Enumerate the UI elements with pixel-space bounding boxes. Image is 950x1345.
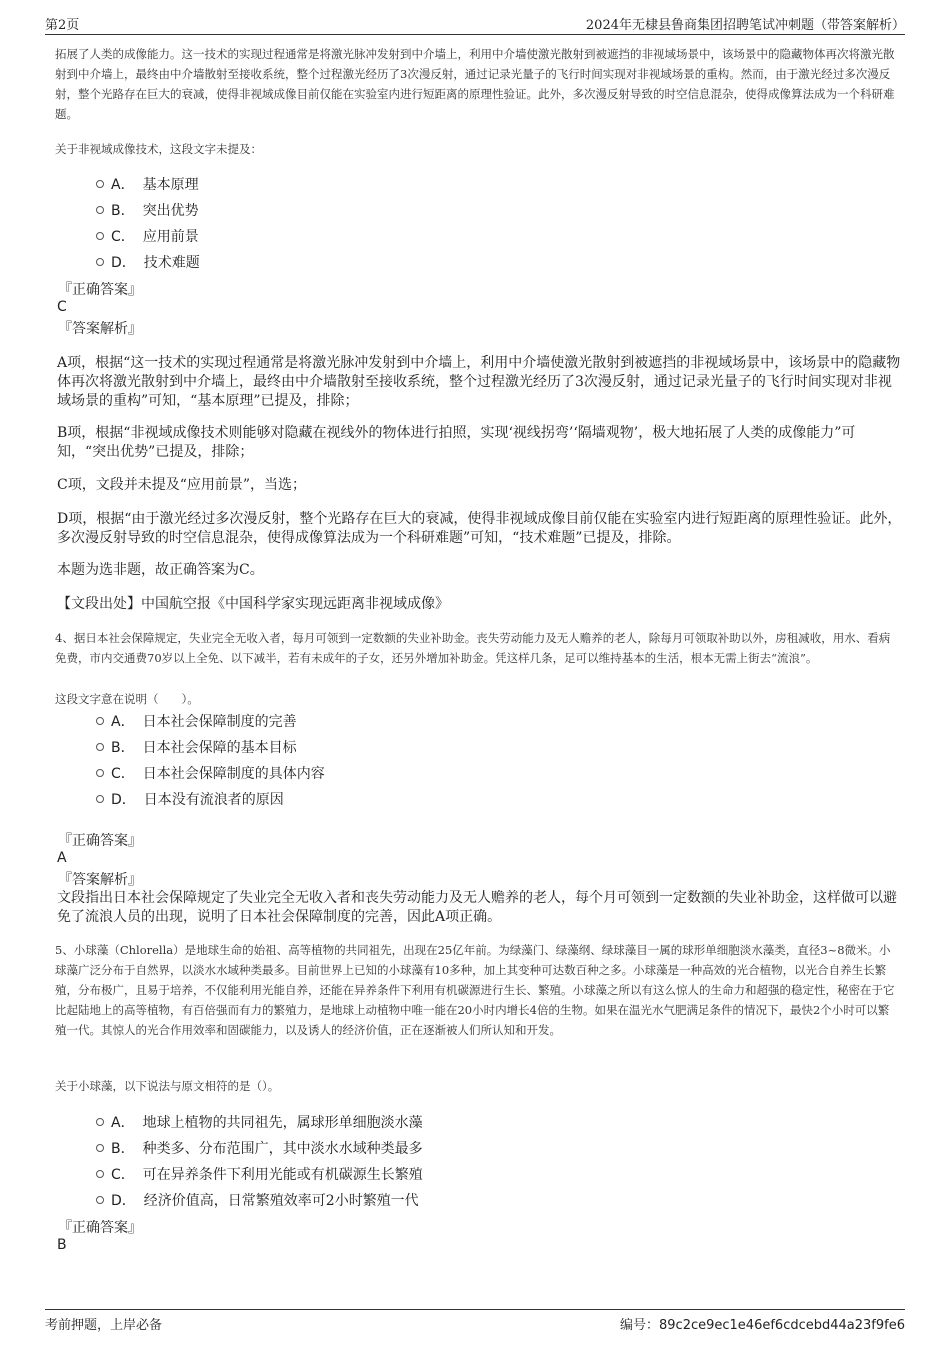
footer-code-value: 89c2ce9ec1e46ef6cdcebd44a23f9fe6 <box>659 1318 905 1333</box>
document-title: 2024年无棣县鲁商集团招聘笔试冲刺题（带答案解析） <box>585 18 905 33</box>
footer-code-label: 编号： <box>620 1318 660 1333</box>
radio-icon[interactable] <box>96 1118 104 1126</box>
radio-icon[interactable] <box>96 1196 104 1204</box>
radio-icon[interactable] <box>96 743 104 751</box>
radio-icon[interactable] <box>96 180 104 188</box>
q3-analysis-b: B项，根据“非视域成像技术则能够对隐藏在视线外的物体进行拍照，实现‘视线拐弯’‘隔墙观物’，极大地拓展了人类的成像能力”可知，“突出优势”已提及，排除； <box>57 425 856 460</box>
q3-option-c[interactable]: C． 应用前景 <box>96 225 199 247</box>
radio-icon[interactable] <box>96 232 104 240</box>
q3-question: 关于非视域成像技术，这段文字未提及： <box>55 142 262 156</box>
q5-option-c[interactable]: C． 可在异养条件下利用光能或有机碳源生长繁殖 <box>96 1163 423 1185</box>
q4-question: 这段文字意在说明（ ）。 <box>55 692 199 706</box>
q5-passage: 5、小球藻（Chlorella）是地球生命的始祖、高等植物的共同祖先，出现在25亿年前。为绿藻门、绿藻纲、绿球藻目一属的球形单细胞淡水藻类，直径3~8微米。小球藻广泛分布于自然界，以淡水水域种类最多。目前世界上已知的小球藻有10多种，加上其变种可达数百种之多。小球藻是一种高效的光合植物，以光合自养生长繁殖，分布极广，且易于培养，不仅能利用光能自养，还能在异养条件下利用有机碳源进行生长、繁殖。小球藻之所以有这么惊人的生命力和超强的稳定性，秘密在于它比起陆地上的高等植物，有百倍强而有力的繁殖力，是地球上动植物中唯一能在20小时内增长4倍的生物。如果在温光水气肥满足条件的情况下，最快2个小时可以繁殖一代。其惊人的光合作用效率和固碳能力，以及诱人的经济价值，正在逐渐被人们所认知和开发。 <box>55 943 895 1037</box>
q4-option-a[interactable]: A． 日本社会保障制度的完善 <box>96 710 297 732</box>
q4-analysis-label: 『答案解析』 <box>58 872 142 888</box>
q4-answer-label: 『正确答案』 <box>58 833 142 849</box>
radio-icon[interactable] <box>96 206 104 214</box>
radio-icon[interactable] <box>96 1144 104 1152</box>
q5-option-a[interactable]: A． 地球上植物的共同祖先，属球形单细胞淡水藻 <box>96 1111 423 1133</box>
q5-answer-label: 『正确答案』 <box>58 1220 142 1236</box>
footer-divider <box>45 1309 905 1310</box>
q4-option-c[interactable]: C． 日本社会保障制度的具体内容 <box>96 762 325 784</box>
header-divider <box>45 34 905 35</box>
q3-source: 【文段出处】中国航空报《中国科学家实现远距离非视域成像》 <box>57 596 449 612</box>
q3-analysis-c: C项，文段并未提及“应用前景”，当选； <box>57 477 307 493</box>
radio-icon[interactable] <box>96 769 104 777</box>
q5-option-d[interactable]: D． 经济价值高，日常繁殖效率可2小时繁殖一代 <box>96 1189 419 1211</box>
q5-option-b[interactable]: B． 种类多、分布范围广，其中淡水水域种类最多 <box>96 1137 423 1159</box>
q3-analysis-a: A项，根据“这一技术的实现过程通常是将激光脉冲发射到中介墙上，利用中介墙使激光散射到被遮挡的非视域场景中，该场景中的隐藏物体再次将激光散射到中介墙上，最终由中介墙散射至接收系统，整个过程激光经历了3次漫反射，通过记录光量子的飞行时间实现对非视域场景的重构”可知，“基本原理”已提及，排除； <box>57 355 901 409</box>
q3-option-b[interactable]: B． 突出优势 <box>96 199 199 221</box>
footer-code <box>620 1314 905 1333</box>
radio-icon[interactable] <box>96 717 104 725</box>
q3-answer-label: 『正确答案』 <box>58 282 142 298</box>
q4-passage: 4、据日本社会保障规定，失业完全无收入者，每月可领到一定数额的失业补助金。丧失劳动能力及无人赡养的老人，除每月可领取补助以外，房租减收，用水、看病免费，市内交通费70岁以上全免、以下减半，若有未成年的子女，还另外增加补助金。凭这样几条，足可以维持基本的生活，根本无需上街去“流浪”。 <box>55 631 891 665</box>
q3-passage: 拓展了人类的成像能力。这一技术的实现过程通常是将激光脉冲发射到中介墙上，利用中介墙使激光散射到被遮挡的非视域场景中，该场景中的隐藏物体再次将激光散射到中介墙上，最终由中介墙散射至接收系统，整个过程激光经历了3次漫反射，通过记录光量子的飞行时间实现对非视域场景的重构。然而，由于激光经过多次漫反射，整个光路存在巨大的衰减，使得非视域成像目前仅能在实验室内进行短距离的原理性验证。此外，多次漫反射导致的时空信息混杂，使得成像算法成为一个科研难题。 <box>55 47 895 121</box>
q4-answer: A <box>57 850 67 866</box>
q3-option-d[interactable]: D． 技术难题 <box>96 251 200 273</box>
q3-analysis-d: D项，根据“由于激光经过多次漫反射，整个光路存在巨大的衰减，使得非视域成像目前仅能在实验室内进行短距离的原理性验证。此外，多次漫反射导致的时空信息混杂，使得成像算法成为一个科研难题”可知，“技术难题”已提及，排除。 <box>57 511 902 546</box>
q3-option-a[interactable]: A． 基本原理 <box>96 173 199 195</box>
q3-analysis-label: 『答案解析』 <box>58 321 142 337</box>
radio-icon[interactable] <box>96 258 104 266</box>
q3-answer: C <box>57 299 67 315</box>
footer-slogan: 考前押题，上岸必备 <box>45 1318 163 1333</box>
q4-analysis: 文段指出日本社会保障规定了失业完全无收入者和丧失劳动能力及无人赡养的老人，每个月可领到一定数额的失业补助金，这样做可以避免了流浪人员的出现，说明了日本社会保障制度的完善，因此A项正确。 <box>57 890 897 925</box>
radio-icon[interactable] <box>96 795 104 803</box>
q4-option-b[interactable]: B． 日本社会保障的基本目标 <box>96 736 297 758</box>
q4-option-d[interactable]: D． 日本没有流浪者的原因 <box>96 788 284 810</box>
q5-question: 关于小球藻，以下说法与原文相符的是（）。 <box>55 1079 280 1093</box>
q3-conclusion: 本题为选非题，故正确答案为C。 <box>57 562 264 578</box>
page-number: 第2页 <box>45 18 80 33</box>
radio-icon[interactable] <box>96 1170 104 1178</box>
q5-answer: B <box>57 1237 67 1253</box>
